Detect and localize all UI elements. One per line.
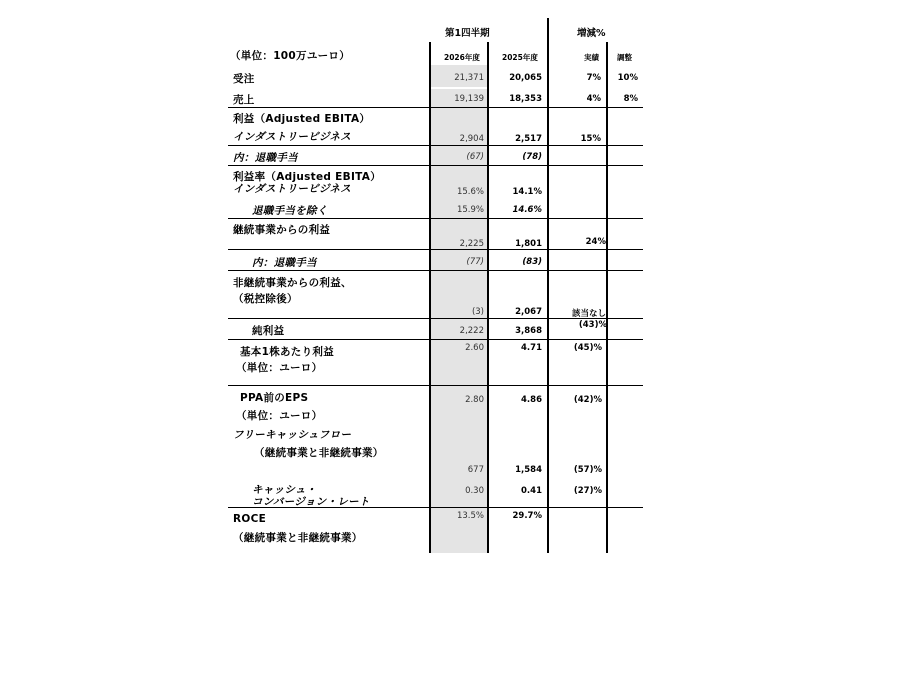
orders-adjusted: 10% — [617, 73, 638, 83]
row-divider — [228, 270, 643, 271]
unit-label: （単位：100万ユーロ） — [230, 50, 351, 62]
period-group-header: 第1四半期 — [445, 28, 490, 39]
row-divider — [228, 218, 643, 219]
change-group-header: 増減% — [577, 28, 606, 39]
row-divider — [228, 385, 643, 386]
row-divider — [228, 339, 643, 340]
ccr-fy2026: 0.30 — [465, 486, 484, 496]
row-label-ccr: キャッシュ・ — [252, 484, 317, 496]
col-fy2025-header: 2025年度 — [502, 53, 538, 62]
revenue-fy2026: 19,139 — [454, 94, 484, 104]
ccr-actual: (27)% — [573, 486, 602, 496]
row-label-discontinued-sub: （税控除後） — [233, 293, 298, 305]
eps-pre-ppa-actual: (42)% — [573, 395, 602, 405]
revenue-actual: 4% — [586, 94, 601, 104]
orders-fy2025: 20,065 — [509, 73, 542, 83]
column-divider — [547, 18, 549, 553]
roce-fy2026: 13.5% — [456, 511, 484, 521]
row-label-fcf-sub: （継続事業と非継続事業） — [254, 447, 384, 459]
row-label-revenue: 売上 — [233, 94, 255, 106]
orders-actual: 7% — [586, 73, 601, 83]
col-actual-header: 実績 — [584, 53, 599, 62]
column-divider — [429, 42, 431, 553]
net-income-actual: (43)% — [578, 320, 607, 330]
column-divider — [606, 42, 608, 553]
col-fy2026-header: 2026年度 — [444, 53, 480, 62]
margin-excl-fy2026: 15.9% — [456, 205, 484, 215]
discontinued-fy2026: (3) — [471, 307, 484, 317]
fcf-fy2026: 677 — [467, 465, 484, 475]
row-label-profit-sub: インダストリービジネス — [233, 131, 352, 143]
row-label-margin: 利益率（Adjusted EBITA） — [233, 171, 382, 183]
row-label-basic-eps: 基本1株あたり利益 — [240, 346, 335, 358]
roce-fy2025: 29.7% — [512, 511, 542, 521]
col-adjusted-header: 調整 — [617, 53, 632, 62]
row-label-continuing: 継続事業からの利益 — [233, 224, 331, 236]
row-divider — [228, 107, 643, 108]
row-label-roce: ROCE — [233, 513, 267, 525]
eps-pre-ppa-fy2026: 2.80 — [465, 395, 484, 405]
severance-fy2025: (78) — [522, 152, 542, 162]
row-label-fcf: フリーキャッシュフロー — [233, 429, 352, 441]
continuing-fy2025: 1,801 — [515, 239, 542, 249]
net-income-fy2025: 3,868 — [515, 326, 542, 336]
revenue-fy2025: 18,353 — [509, 94, 542, 104]
row-label-net-income: 純利益 — [252, 325, 285, 337]
basic-eps-fy2026: 2.60 — [465, 343, 484, 353]
margin-fy2025: 14.1% — [512, 187, 542, 197]
row-label-eps-pre-ppa-unit: （単位：ユーロ） — [236, 410, 323, 422]
row-label-eps-pre-ppa: PPA前のEPS — [240, 392, 309, 404]
basic-eps-fy2025: 4.71 — [521, 343, 542, 353]
row-divider — [228, 249, 643, 250]
margin-fy2026: 15.6% — [456, 187, 484, 197]
net-income-fy2026: 2,222 — [459, 326, 484, 336]
row-label-roce-sub: （継続事業と非継続事業） — [233, 532, 363, 544]
basic-eps-actual: (45)% — [573, 343, 602, 353]
margin-excl-fy2025: 14.6% — [512, 205, 542, 215]
profit-actual: 15% — [580, 134, 601, 144]
row-label-basic-eps-unit: （単位：ユーロ） — [236, 362, 323, 374]
row-label-margin-excl: 退職手当を除く — [252, 205, 328, 217]
row-label-severance: 内：退職手当 — [233, 152, 298, 164]
severance-fy2026: (67) — [466, 152, 484, 162]
severance2-fy2026: (77) — [466, 257, 484, 267]
discontinued-fy2025: 2,067 — [515, 307, 542, 317]
continuing-fy2026: 2,225 — [459, 239, 484, 249]
discontinued-actual: 該当なし — [571, 309, 606, 319]
row-label-margin-sub: インダストリービジネス — [233, 183, 352, 195]
row-label-severance-2: 内：退職手当 — [252, 257, 317, 269]
continuing-actual: 24% — [585, 237, 606, 247]
row-label-ccr-2: コンバージョン・レート — [252, 496, 370, 508]
ccr-fy2025: 0.41 — [521, 486, 542, 496]
row-divider — [228, 145, 643, 146]
row-label-discontinued: 非継続事業からの利益、 — [233, 277, 352, 289]
profit-fy2025: 2,517 — [515, 134, 542, 144]
shade-separator — [431, 87, 488, 89]
fcf-fy2025: 1,584 — [515, 465, 542, 475]
column-divider — [487, 42, 489, 553]
profit-fy2026: 2,904 — [459, 134, 484, 144]
row-label-profit: 利益（Adjusted EBITA） — [233, 113, 371, 125]
row-label-orders: 受注 — [233, 73, 255, 85]
fcf-actual: (57)% — [573, 465, 602, 475]
severance2-fy2025: (83) — [522, 257, 542, 267]
orders-fy2026: 21,371 — [454, 73, 484, 83]
revenue-adjusted: 8% — [623, 94, 638, 104]
row-divider — [228, 165, 643, 166]
eps-pre-ppa-fy2025: 4.86 — [521, 395, 542, 405]
